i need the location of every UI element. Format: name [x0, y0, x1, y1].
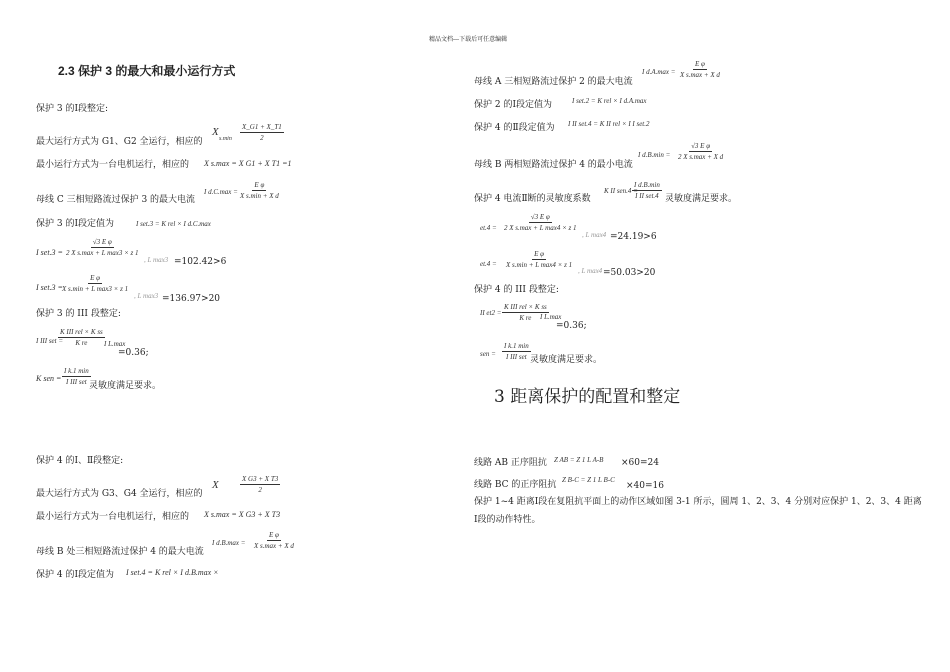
- idb-lhs: I d.B.max =: [212, 539, 246, 547]
- xsmin-subscript: s.min: [219, 136, 232, 142]
- ksen4-numerator: I d.B.min: [634, 181, 660, 189]
- iset2-equation: I set.2 = K rel × I d.A.max: [572, 97, 647, 105]
- iset4-ii-equation: I II set.4 = K II rel × I I set.2: [568, 120, 650, 128]
- xsmin-denominator: 2: [260, 134, 264, 142]
- min-mode-text-2: 最小运行方式为一台电机运行，相应的: [36, 512, 190, 522]
- section-title-2-3: 2.3 保护 3 的最大和最小运行方式: [58, 64, 236, 78]
- xsmin-fraction: [240, 122, 284, 143]
- r2-fraction: [504, 249, 574, 270]
- idb-numerator: E φ: [269, 531, 279, 539]
- value-0-36-left: =0.36;: [118, 348, 149, 358]
- busB-min-current-text: 母线 B 两相短路流过保护 4 的最小电流: [474, 160, 633, 170]
- iii4-denominator: K re: [519, 314, 532, 322]
- section-title-3: 3 距离保护的配置和整定: [494, 387, 681, 407]
- sensitivity-ok-2: 灵敏度满足要求。: [665, 194, 738, 204]
- paragraph-line-2: Ⅰ段的动作特性。: [474, 515, 541, 525]
- xsmin-numerator: X_G1 + X_T1: [242, 123, 282, 131]
- value-0-36-right: =0.36;: [556, 321, 587, 331]
- iii-lhs: I III set =: [36, 337, 64, 345]
- protection3-stage3-label: 保护 3 的 III 段整定:: [36, 309, 121, 319]
- paragraph-line-1: 保护 1~4 距离Ⅰ段在复阻抗平面上的动作区域如图 3-1 所示，圆周 1、2、3、4 分别对应保护 1、2、3、4 距离: [474, 497, 922, 507]
- ksen-lhs: K sen =: [36, 374, 62, 383]
- value-16: ×40=16: [626, 481, 664, 491]
- xsmin2-denominator: 2: [258, 486, 262, 494]
- idbmin-numerator: √3 E φ: [691, 142, 711, 150]
- protection4-stage2-setting-text: 保护 4 的Ⅱ段定值为: [474, 123, 555, 133]
- iii-denominator: K re: [75, 339, 88, 347]
- ida-lhs: I d.A.max =: [642, 68, 676, 76]
- idb-fraction: [252, 530, 296, 551]
- ksen-fraction: [62, 366, 91, 387]
- iset3-1-tail: , L max3: [144, 256, 169, 264]
- line-ab-impedance-text: 线路 AB 正序阻抗: [474, 458, 547, 468]
- busA-max-current-text: 母线 A 三相短路流过保护 2 的最大电流: [474, 77, 633, 87]
- r1-lhs: et.4 =: [480, 224, 497, 232]
- iset3-2-denominator: X s.min + L max3 × z 1: [62, 285, 129, 293]
- ksen-numerator: I k.1 min: [64, 367, 89, 375]
- iset3-1-lhs: I set.3 =: [36, 248, 63, 257]
- iset3-1-fraction: [64, 237, 141, 258]
- iii4-lhs: II et2 =: [480, 309, 502, 317]
- protection4-setting-text: 保护 4 的Ⅰ段定值为: [36, 570, 115, 580]
- xsmin-symbol: X: [212, 126, 219, 138]
- line-bc-impedance-text: 线路 BC 的正序阻抗: [474, 480, 557, 490]
- value-24: ×60=24: [621, 458, 659, 468]
- xsmax-equation: X s.max = X G1 + X T1 =1: [204, 159, 292, 168]
- protection2-setting-text: 保护 2 的Ⅰ段定值为: [474, 100, 553, 110]
- value-136-97: =136.97>20: [162, 294, 221, 304]
- busC-max-current-text: 母线 C 三相短路流过保护 3 的最大电流: [36, 195, 196, 205]
- r2-numerator: E φ: [534, 250, 544, 258]
- ida-denominator: X s.max + X d: [680, 71, 720, 79]
- sensitivity-ok-1: 灵敏度满足要求。: [89, 381, 162, 391]
- iset3-1-numerator: √3 E φ: [92, 238, 112, 246]
- idc-fraction: [238, 180, 281, 201]
- r1-numerator: √3 E φ: [530, 213, 550, 221]
- ksen-denominator: I III set: [66, 378, 87, 386]
- iset3-2-lhs: I set.3 =: [36, 283, 63, 292]
- r2-tail: , L max4: [578, 267, 603, 275]
- iset3-1-denominator: 2 X s.max + L max3 × z 1: [66, 249, 139, 257]
- r2-lhs: et.4 =: [480, 260, 497, 268]
- ksen4-denominator: I II set.4: [635, 192, 659, 200]
- protection3-stage1-label: 保护 3 的Ⅰ段整定:: [36, 104, 109, 114]
- ksen5-numerator: I k.1 min: [504, 342, 529, 350]
- r2-denominator: X s.min + L max4 × z 1: [506, 261, 573, 269]
- zab-equation: Z AB = Z 1 L A-B: [554, 456, 604, 464]
- iii-fraction: [58, 327, 105, 348]
- protection3-setting-text: 保护 3 的Ⅰ段定值为: [36, 219, 115, 229]
- sensitivity-ok-3: 灵敏度满足要求。: [530, 355, 603, 365]
- max-mode-text: 最大运行方式为 G1、G2 全运行，相应的: [36, 137, 203, 147]
- idbmin-fraction: [676, 141, 725, 162]
- protection4-stage12-label: 保护 4 的Ⅰ、Ⅱ段整定:: [36, 456, 124, 466]
- iset3-equation: I set.3 = K rel × I d.C.max: [136, 220, 211, 228]
- protection4-stage3-label: 保护 4 的 III 段整定:: [474, 285, 559, 295]
- iii4-numerator: K III rel × K ss: [504, 303, 547, 311]
- iset4-equation: I set.4 = K rel × I d.B.max ×: [126, 568, 219, 577]
- busB-max-current-text: 母线 B 处三相短路流过保护 4 的最大电流: [36, 547, 204, 557]
- ida-fraction: [678, 59, 722, 80]
- protection4-sensitivity-text: 保护 4 电流Ⅱ断的灵敏度系数: [474, 194, 591, 204]
- idb-denominator: X s.max + X d: [254, 542, 294, 550]
- iset3-2-fraction: [60, 273, 130, 294]
- idc-denominator: X s.min + X d: [240, 192, 279, 200]
- ksen4-fraction: [632, 180, 662, 201]
- idbmin-lhs: I d.B.min =: [638, 151, 671, 159]
- xsmax2-equation: X s.max = X G3 + X T3: [204, 510, 281, 519]
- ida-numerator: E φ: [695, 60, 705, 68]
- iii4-tail: I L.max: [540, 313, 562, 321]
- iii-numerator: K III rel × K ss: [60, 328, 103, 336]
- min-mode-text: 最小运行方式为一台电机运行，相应的: [36, 160, 190, 170]
- ksen5-lhs: sen =: [480, 350, 496, 358]
- xsmin2-symbol: X: [212, 479, 219, 491]
- ksen5-fraction: [502, 341, 531, 362]
- page-header: 精品文档---下载后可任意编辑: [429, 36, 508, 43]
- xsmin2-numerator: X G3 + X T3: [242, 475, 279, 483]
- value-50-03: =50.03>20: [603, 268, 656, 278]
- xsmin2-fraction: [240, 474, 280, 495]
- iset3-2-numerator: E φ: [90, 274, 100, 282]
- ksen5-denominator: I III set: [506, 353, 527, 361]
- r1-denominator: 2 X s.max + L max4 × z 1: [504, 224, 577, 232]
- max-mode-text-2: 最大运行方式为 G3、G4 全运行，相应的: [36, 489, 203, 499]
- zbc-equation: Z B-C = Z 1 L B-C: [562, 476, 615, 484]
- iii-tail: I L.max: [104, 340, 126, 348]
- value-24-19: =24.19>6: [610, 232, 657, 242]
- r1-tail: , L max4: [582, 231, 607, 239]
- idc-lhs: I d.C.max =: [204, 188, 238, 196]
- value-102-42: =102.42>6: [174, 257, 227, 267]
- r1-fraction: [502, 212, 579, 233]
- idbmin-denominator: 2 X s.max + X d: [678, 153, 724, 161]
- ksen4-lhs: K II sen.4 =: [604, 187, 638, 195]
- iset3-2-tail: , L max3: [134, 292, 159, 300]
- idc-numerator: E φ: [254, 181, 265, 189]
